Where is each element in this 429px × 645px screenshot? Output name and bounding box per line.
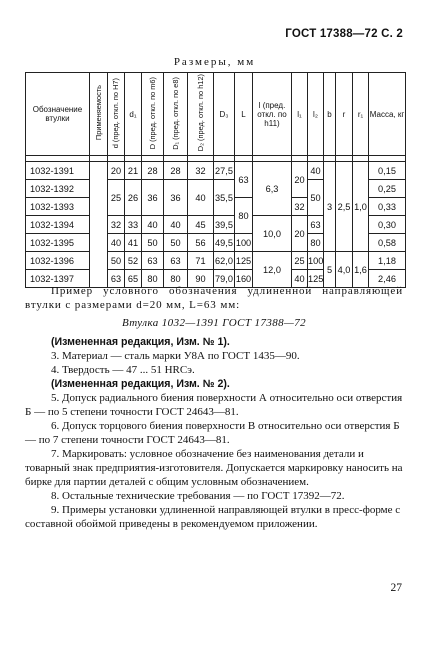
table-header-row xyxy=(26,73,406,156)
document-body xyxy=(25,284,403,531)
col-b: b xyxy=(324,73,336,156)
table-row: 1032-1397 63 65 80 80 90 79,0 160 40 125 2,46 xyxy=(26,270,406,288)
item-9: 9. Примеры установки удлиненной направляющей втулки в пресс-форме с составной обоймой приведены в рекомендуемом приложении. xyxy=(25,504,401,530)
col-r: r xyxy=(336,73,353,156)
table-row: 1032-1394 32 33 40 40 45 39,5 10,0 20 63 0,30 xyxy=(26,216,406,234)
example-paragraph: Пример условного обозначения удлиненной направляющей втулки с размерами d=20 мм, L=63 мм: xyxy=(25,285,403,311)
col-l2: l₂ xyxy=(308,73,324,156)
page-header: ГОСТ 17388—72 С. 2 xyxy=(285,28,403,40)
col-d1: d₁ xyxy=(125,73,142,156)
table-row: 1032-1392 25 26 36 36 40 35,5 50 0,25 xyxy=(26,180,406,198)
col-D3: D₃ xyxy=(214,73,235,156)
table-row: 1032-1391 20 21 28 28 32 27,5 63 6,3 20 40 3 2,5 1,0 0,15 xyxy=(26,162,406,180)
col-applicability: Применяемость xyxy=(90,73,108,156)
col-r1: r₁ xyxy=(353,73,369,156)
item-4: 4. Твердость — 47 ... 51 HRCэ. xyxy=(51,364,195,376)
table-row: 1032-1393 80 32 0,33 xyxy=(26,198,406,216)
example-designation: Втулка 1032—1391 ГОСТ 17388—72 xyxy=(121,317,307,329)
table-row: 1032-1395 40 41 50 50 56 49,5 100 80 0,58 xyxy=(26,234,406,252)
dimensions-table xyxy=(25,72,406,288)
col-D: D (пред. откл. по m6) xyxy=(142,73,164,156)
col-d: d (пред. откл. по H7) xyxy=(108,73,125,156)
page-number: 27 xyxy=(390,582,402,594)
item-8: 8. Остальные технические требования — по ГОСТ 17392—72. xyxy=(51,490,345,502)
table-title: Размеры, мм xyxy=(173,56,256,68)
col-l1: l₁ xyxy=(292,73,308,156)
revision-note-1: (Измененная редакция, Изм. № 1). xyxy=(51,336,230,348)
table-row: 1032-1396 50 52 63 63 71 62,0 125 12,0 25 100 5 4,0 1,6 1,18 xyxy=(26,252,406,270)
col-code: Обозначение втулки xyxy=(26,73,90,156)
item-3: 3. Материал — сталь марки У8А по ГОСТ 1435—90. xyxy=(51,350,300,362)
col-D1: D₁ (пред. откл. по e8) xyxy=(164,73,188,156)
revision-note-2: (Измененная редакция, Изм. № 2). xyxy=(51,378,230,390)
item-6: 6. Допуск торцового биения поверхности В относительно оси отверстия Б — по 7 степени точности ГОСТ 24643—81. xyxy=(25,420,400,446)
item-7: 7. Маркировать: условное обозначение без наименования детали и товарный знак предприятия-изготовителя. Допускается маркировку наносить на бирке для партии деталей с общим условным обозначением. xyxy=(25,448,403,488)
col-L: L xyxy=(235,73,253,156)
item-5: 5. Допуск радиального биения поверхности А относительно оси отверстия Б — по 5 степени точности ГОСТ 24643—81. xyxy=(25,392,403,418)
col-D2: D₂ (пред. откл. по h12) xyxy=(188,73,214,156)
col-mass: Масса, кг xyxy=(369,73,406,156)
col-l: l (пред. откл. по h11) xyxy=(253,73,292,156)
